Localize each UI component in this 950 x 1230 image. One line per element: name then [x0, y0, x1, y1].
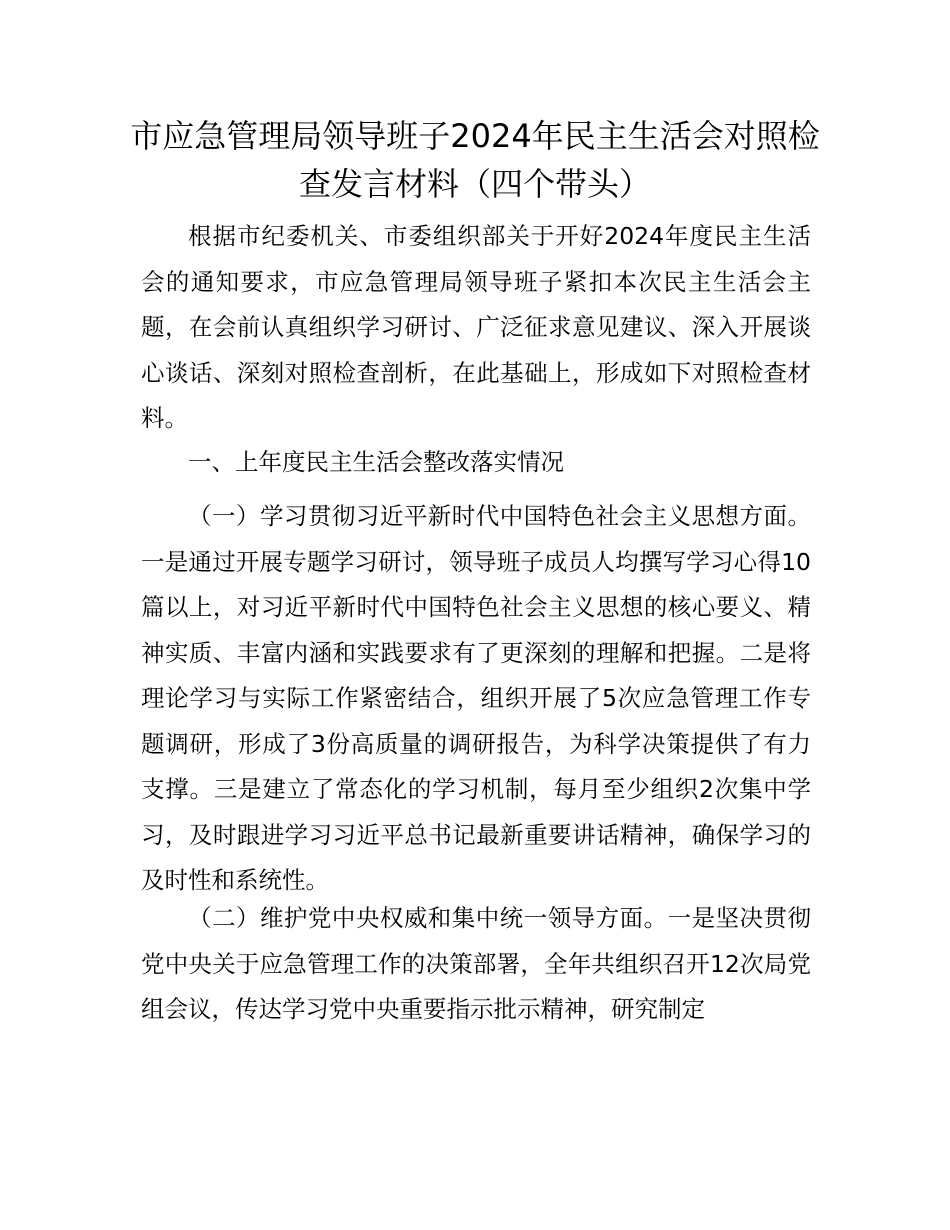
intro-paragraph: 根据市纪委机关、市委组织部关于开好2024年度民主生活会的通知要求，市应急管理局领导班子紧扣本次民主生活会主题，在会前认真组织学习研讨、广泛征求意见建议、深入开展谈心谈话、深刻对照检查剖析，在此基础上，形成如下对照检查材料。: [141, 222, 811, 432]
subsection-2-paragraph: （二）维护党中央权威和集中统一领导方面。一是坚决贯彻党中央关于应急管理工作的决策部署，全年共组织召开12次局党组会议，传达学习党中央重要指示批示精神，研究制定: [141, 904, 811, 1023]
section-heading-1: 一、上年度民主生活会整改落实情况: [188, 448, 564, 476]
subsection-1-paragraph: （一）学习贯彻习近平新时代中国特色社会主义思想方面。一是通过开展专题学习研讨，领导班子成员人均撰写学习心得10篇以上，对习近平新时代中国特色社会主义思想的核心要义、精神实质、丰富内涵和实践要求有了更深刻的理解和把握。二是将理论学习与实际工作紧密结合，组织开展了5次应急管理工作专题调研，形成了3份高质量的调研报告，为科学决策提供了有力支撑。三是建立了常态化的学习机制，每月至少组织2次集中学习，及时跟进学习习近平总书记最新重要讲话精神，确保学习的及时性和系统性。: [141, 502, 811, 894]
document-title: 市应急管理局领导班子2024年民主生活会对照检查发言材料（四个带头）: [130, 117, 820, 203]
